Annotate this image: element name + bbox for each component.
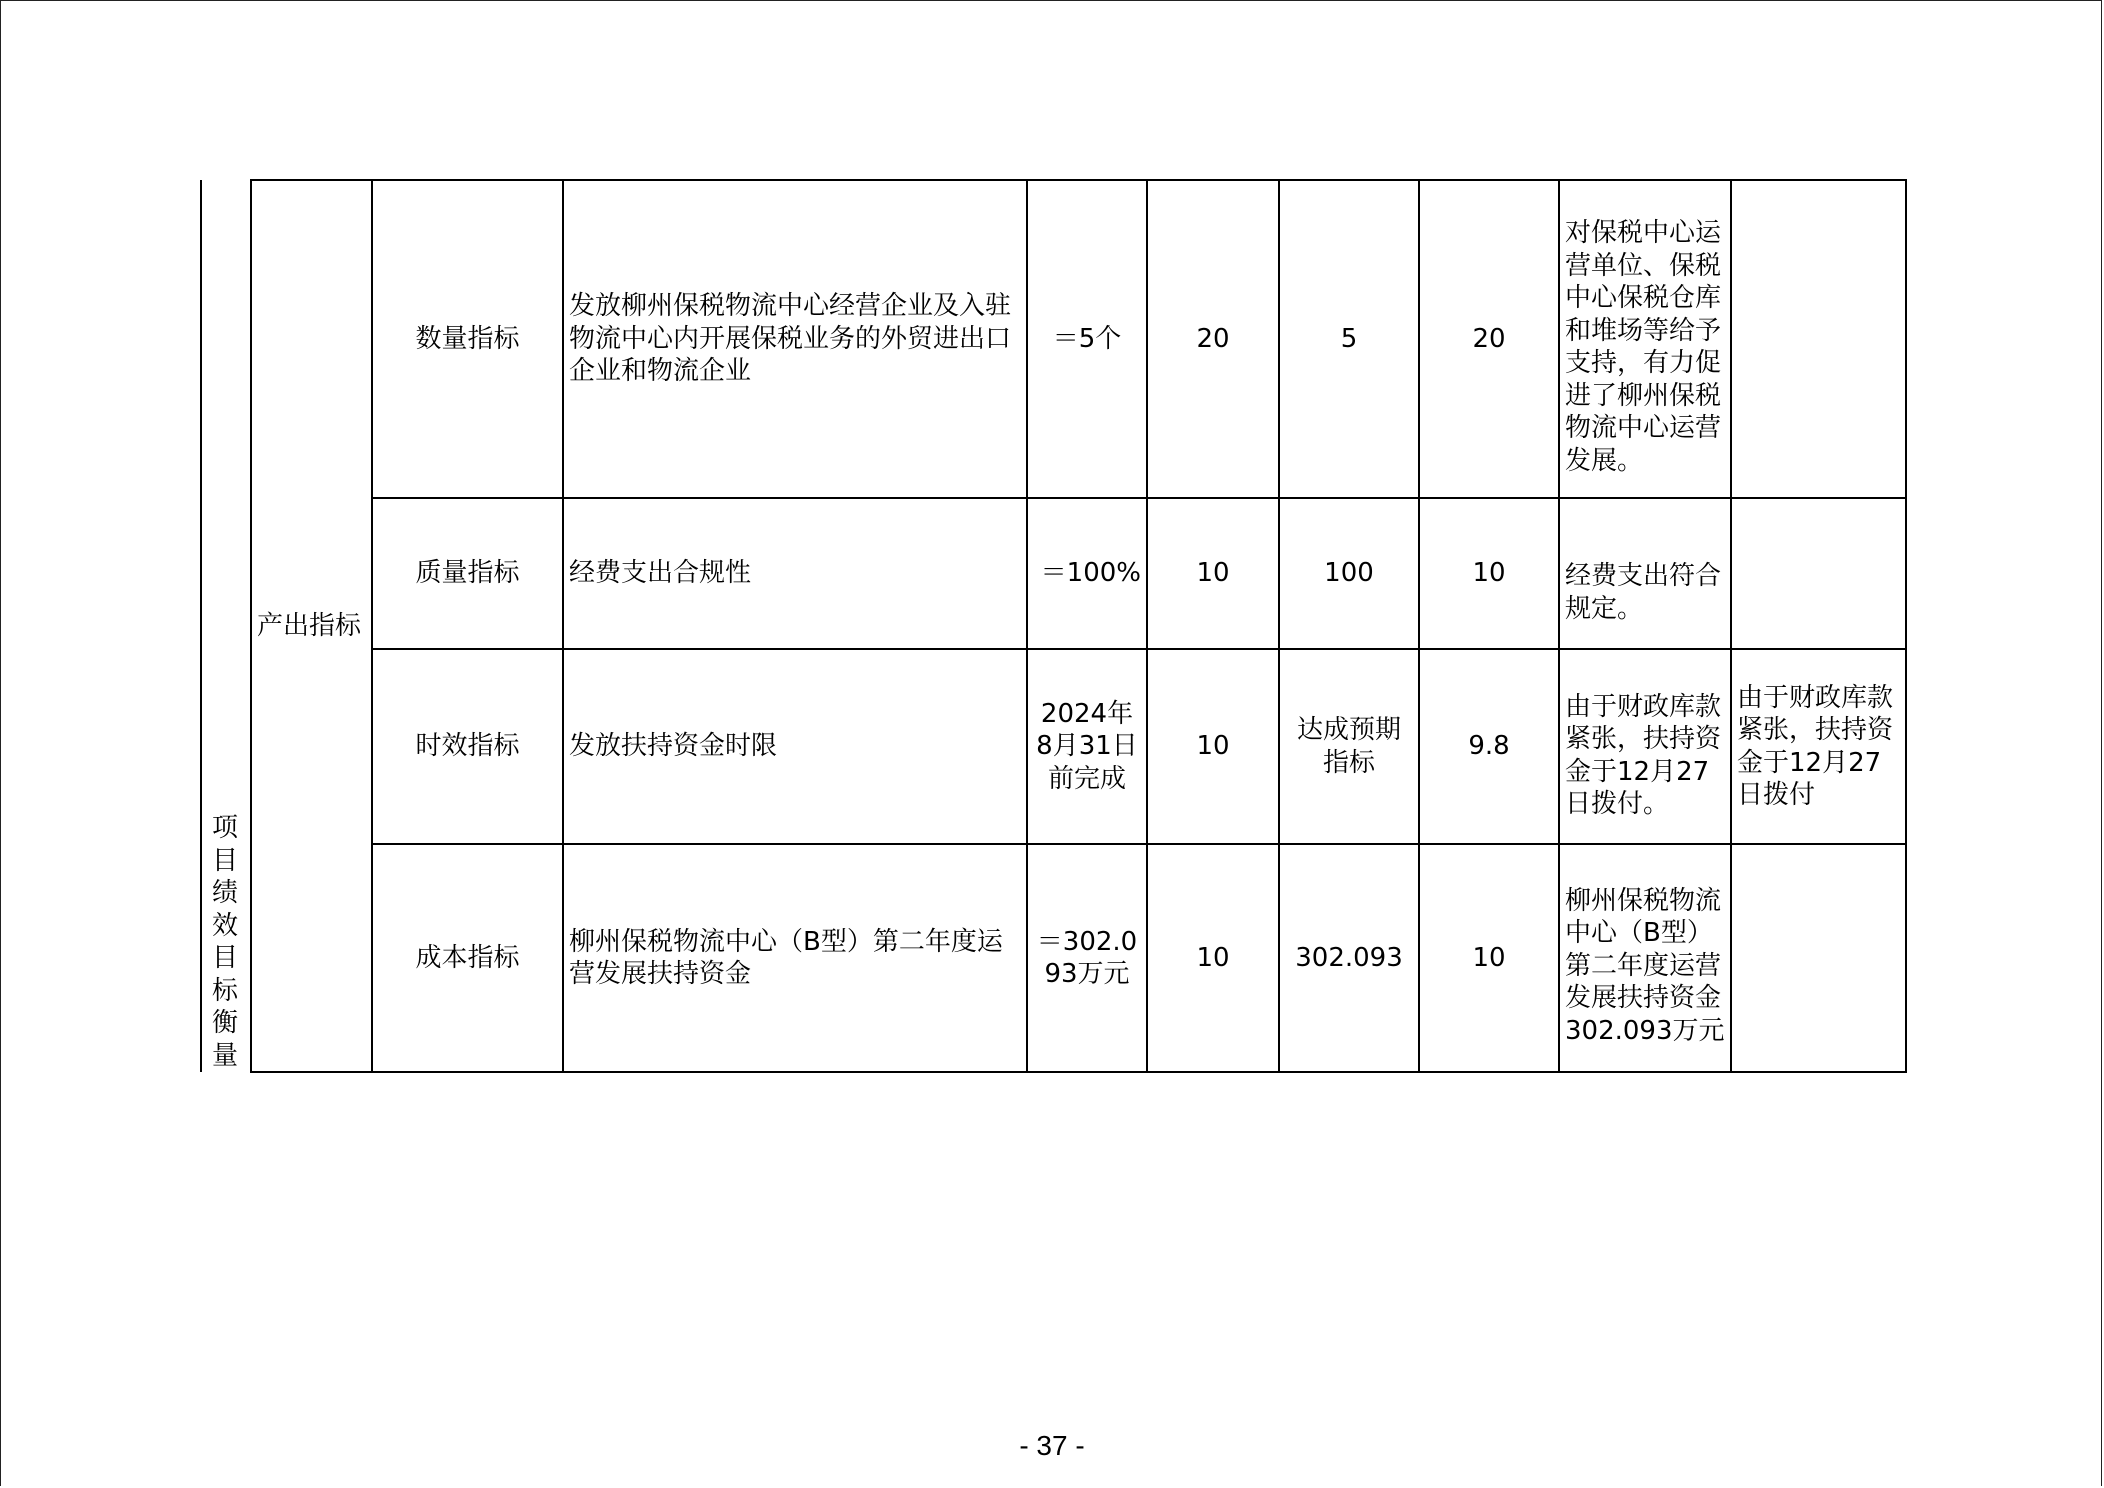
evaluation-note: 经费支出符合规定。 xyxy=(1559,498,1731,649)
weight-value: 20 xyxy=(1147,180,1279,498)
actual-value: 5 xyxy=(1279,180,1419,498)
evaluation-note: 对保税中心运营单位、保税中心保税仓库和堆场等给予支持，有力促进了柳州保税物流中心运营发展。 xyxy=(1559,180,1731,498)
indicator-content: 发放扶持资金时限 xyxy=(563,649,1027,844)
performance-table xyxy=(250,179,1907,1073)
evaluation-note: 由于财政库款紧张，扶持资金于12月27日拨付。 xyxy=(1559,649,1731,844)
weight-value: 10 xyxy=(1147,498,1279,649)
output-indicator-category: 产出指标 xyxy=(251,180,372,1072)
deviation-reason xyxy=(1731,498,1906,649)
actual-value: 100 xyxy=(1279,498,1419,649)
weight-value: 10 xyxy=(1147,844,1279,1072)
vertical-label-char: 衡 xyxy=(211,1008,238,1038)
performance-target-vertical-label xyxy=(207,812,243,1072)
vertical-label-char: 目 xyxy=(211,845,238,876)
vertical-label-char: 项 xyxy=(211,813,238,843)
score-value: 10 xyxy=(1419,844,1559,1072)
actual-value: 达成预期指标 xyxy=(1279,649,1419,844)
target-value: ＝5个 xyxy=(1027,180,1147,498)
weight-value: 10 xyxy=(1147,649,1279,844)
score-value: 20 xyxy=(1419,180,1559,498)
vertical-label-char: 绩 xyxy=(211,878,238,908)
indicator-name: 时效指标 xyxy=(372,649,563,844)
target-value: ＝100% xyxy=(1027,498,1147,649)
indicator-name: 质量指标 xyxy=(372,498,563,649)
deviation-reason xyxy=(1731,844,1906,1072)
vertical-label-char: 目 xyxy=(211,943,238,973)
deviation-reason: 由于财政库款紧张，扶持资金于12月27日拨付 xyxy=(1731,649,1906,844)
evaluation-note: 柳州保税物流中心（B型）第二年度运营发展扶持资金302.093万元 xyxy=(1559,844,1731,1072)
vertical-label-char: 量 xyxy=(211,1040,238,1071)
indicator-content: 发放柳州保税物流中心经营企业及入驻物流中心内开展保税业务的外贸进出口企业和物流企业 xyxy=(563,180,1027,498)
page-number: - 37 - xyxy=(1019,1430,1085,1461)
table-row xyxy=(251,844,1906,1072)
target-value: 2024年8月31日前完成 xyxy=(1027,649,1147,844)
table-row xyxy=(251,649,1906,844)
indicator-name: 成本指标 xyxy=(372,844,563,1072)
target-value: ＝302.093万元 xyxy=(1027,844,1147,1072)
indicator-content: 柳州保税物流中心（B型）第二年度运营发展扶持资金 xyxy=(563,844,1027,1072)
indicator-name: 数量指标 xyxy=(372,180,563,498)
indicator-content: 经费支出合规性 xyxy=(563,498,1027,649)
vertical-label-char: 效 xyxy=(211,910,238,941)
vertical-label-char: 标 xyxy=(211,975,238,1006)
score-value: 10 xyxy=(1419,498,1559,649)
deviation-reason xyxy=(1731,180,1906,498)
left-rule xyxy=(200,180,202,1072)
table-row xyxy=(251,498,1906,649)
score-value: 9.8 xyxy=(1419,649,1559,844)
actual-value: 302.093 xyxy=(1279,844,1419,1072)
table-row xyxy=(251,180,1906,498)
